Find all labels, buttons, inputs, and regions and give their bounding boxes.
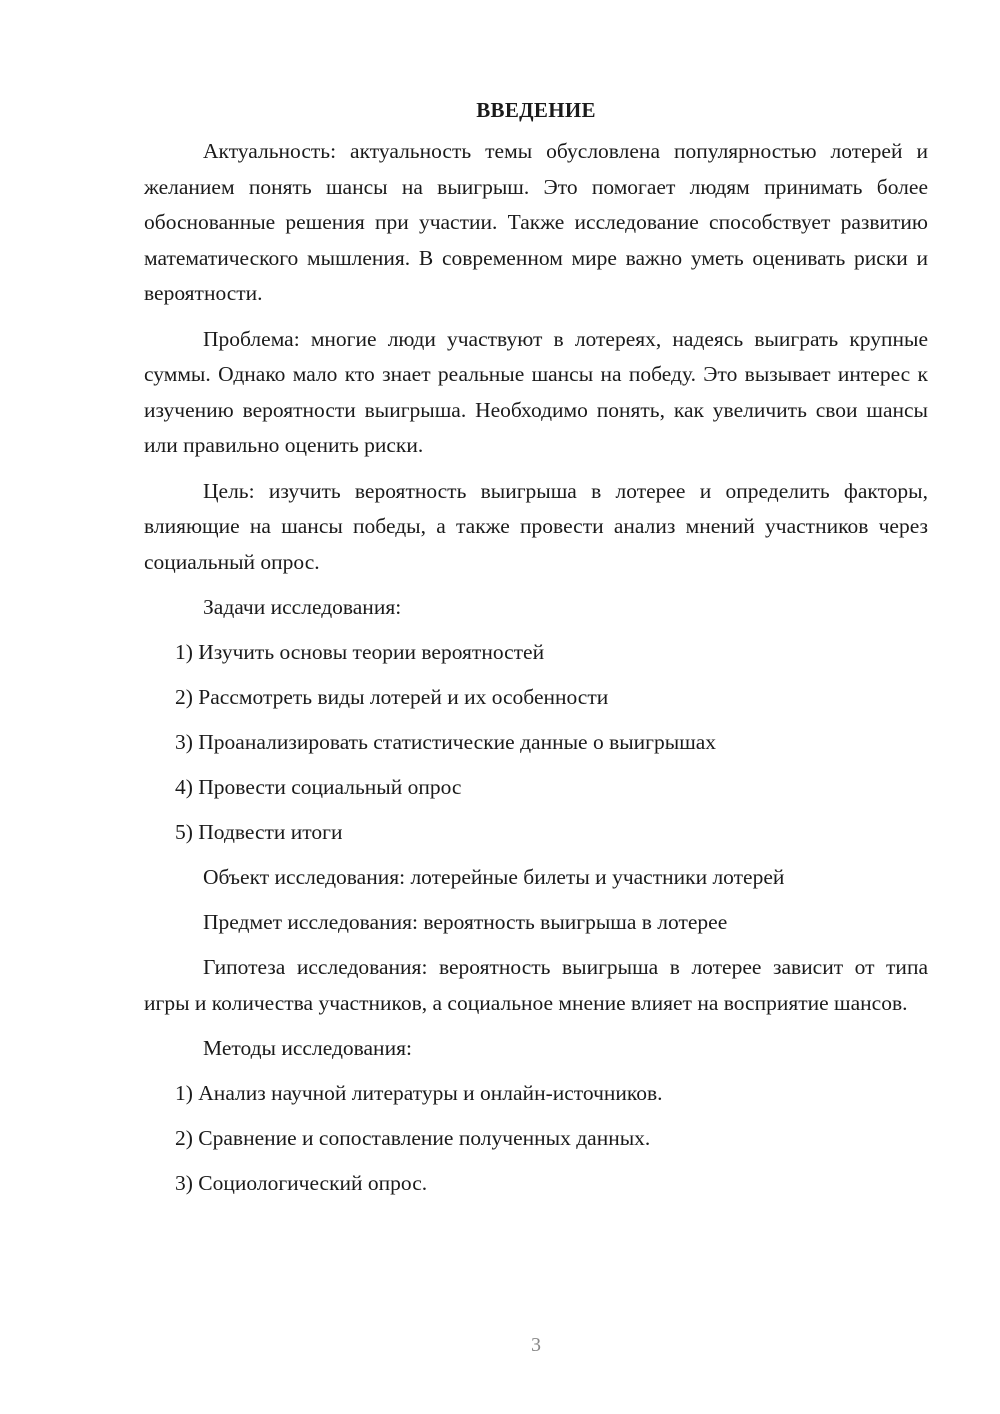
list-item: 4) Провести социальный опрос <box>175 775 462 799</box>
list-item: 5) Подвести итоги <box>175 820 343 844</box>
page-number: 3 <box>531 1334 541 1356</box>
methods-heading: Методы исследования: <box>203 1036 412 1060</box>
problem-paragraph: Проблема: многие люди участвуют в лотереях, надеясь выиграть крупные суммы. Однако мало кто знает реальные шансы на победу. Это вызывает интерес к изучению вероятности выигрыша. Необходимо понять, как увеличить свои шансы или правильно оценить риски. <box>144 326 928 457</box>
goal-paragraph: Цель: изучить вероятность выигрыша в лотерее и определить факторы, влияющие на шансы победы, а также провести анализ мнений участников через социальный опрос. <box>144 478 928 574</box>
object-line: Объект исследования: лотерейные билеты и участники лотерей <box>203 865 785 889</box>
list-item: 1) Анализ научной литературы и онлайн-источников. <box>175 1081 663 1105</box>
list-item: 1) Изучить основы теории вероятностей <box>175 640 545 664</box>
tasks-list <box>144 635 928 850</box>
hypothesis-paragraph: Гипотеза исследования: вероятность выигрыша в лотерее зависит от типа игры и количества участников, а социальное мнение влияет на восприятие шансов. <box>144 955 928 1015</box>
list-item: 2) Сравнение и сопоставление полученных данных. <box>175 1126 651 1150</box>
relevance-paragraph: Актуальность: актуальность темы обусловлена популярностью лотерей и желанием понять шансы на выигрыш. Это помогает людям принимать более обоснованные решения при участии. Также исследование способствует развитию математического мышления. В современном мире важно уметь оценивать риски и вероятности. <box>144 139 928 305</box>
methods-list <box>144 1076 928 1201</box>
page-content <box>144 94 928 1201</box>
list-item: 3) Социологический опрос. <box>175 1171 428 1195</box>
list-item: 3) Проанализировать статистические данные о выигрышах <box>175 730 717 754</box>
list-item: 2) Рассмотреть виды лотерей и их особенности <box>175 685 609 709</box>
page-title: ВВЕДЕНИЕ <box>476 98 596 122</box>
subject-line: Предмет исследования: вероятность выигрыша в лотерее <box>203 910 728 934</box>
tasks-heading: Задачи исследования: <box>203 595 402 619</box>
